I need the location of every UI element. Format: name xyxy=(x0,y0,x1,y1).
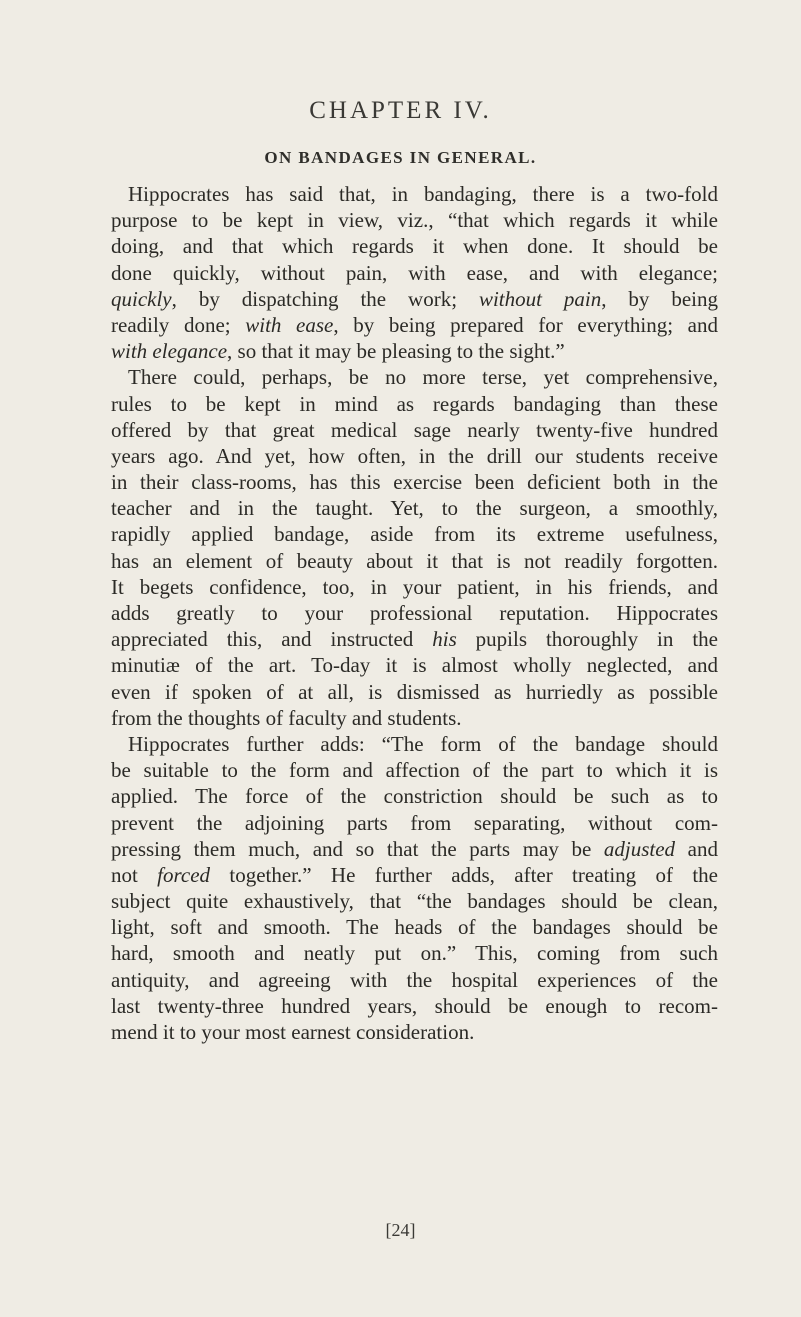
text-run: light, soft and smooth. The heads of the bandages should be xyxy=(111,915,718,940)
text-run: purpose to be kept in view, viz., “that which regards it while xyxy=(111,208,718,233)
text-line xyxy=(111,731,718,757)
text-line xyxy=(111,914,718,940)
text-line xyxy=(111,810,718,836)
text-run: It begets confidence, too, in your patient, in his friends, and xyxy=(111,574,718,599)
text-line xyxy=(111,836,718,862)
text-run: readily done; xyxy=(111,312,246,337)
text-line xyxy=(111,338,718,364)
text-run: adds greatly to your professional reputation. Hippocrates xyxy=(111,601,718,625)
text-run: Hippocrates has said that, in bandaging, there is a two-fold xyxy=(128,182,718,206)
text-run: , by being xyxy=(601,286,718,311)
text-run: doing, and that which regards it when done. It should be xyxy=(111,234,718,259)
text-line xyxy=(111,233,718,259)
italic-text: adjusted xyxy=(603,836,676,861)
text-line xyxy=(111,626,718,652)
text-line xyxy=(111,940,718,966)
text-line xyxy=(111,181,718,207)
text-run: even if spoken of at all, is dismissed as hurriedly as possible xyxy=(111,679,718,704)
text-run: , by being prepared for everything; and xyxy=(333,312,718,337)
text-line xyxy=(111,207,718,233)
text-run: appreciated this, and instructed xyxy=(111,627,433,652)
text-line xyxy=(111,1019,718,1045)
text-run: in their class-rooms, has this exercise been deficient both in the xyxy=(111,470,718,495)
text-line xyxy=(111,286,718,312)
section-title: ON BANDAGES IN GENERAL. xyxy=(264,148,537,167)
italic-text: forced xyxy=(157,862,211,887)
text-run: There could, perhaps, be no more terse, yet comprehensive, xyxy=(128,365,718,390)
text-run: rules to be kept in mind as regards bandaging than these xyxy=(111,391,718,416)
italic-text: his xyxy=(432,627,457,652)
text-line xyxy=(111,260,718,286)
text-run: , so that it may be pleasing to the sight.” xyxy=(227,339,565,364)
chapter-heading: CHAPTER IV. xyxy=(309,97,492,124)
text-line xyxy=(111,600,718,626)
text-run: applied. The force of the constriction should be such as to xyxy=(111,784,718,809)
text-run: rapidly applied bandage, aside from its extreme usefulness, xyxy=(111,522,718,547)
italic-text: without pain xyxy=(478,286,602,311)
text-line xyxy=(111,364,718,390)
body-text xyxy=(111,181,718,1045)
text-run: not xyxy=(111,862,158,887)
text-line xyxy=(111,417,718,443)
text-run: teacher and in the taught. Yet, to the surgeon, a smoothly, xyxy=(111,496,718,521)
text-line xyxy=(111,574,718,600)
text-run: from the thoughts of faculty and students. xyxy=(111,705,462,730)
text-line xyxy=(111,679,718,705)
text-run: done quickly, without pain, with ease, and with elegance; xyxy=(111,260,718,285)
text-line xyxy=(111,391,718,417)
text-line xyxy=(111,967,718,993)
text-run: prevent the adjoining parts from separating, without com- xyxy=(111,810,718,835)
text-line xyxy=(111,652,718,678)
text-run: mend it to your most earnest consideration. xyxy=(111,1020,475,1044)
text-run: subject quite exhaustively, that “the bandages should be clean, xyxy=(111,889,718,914)
text-run: antiquity, and agreeing with the hospital experiences of the xyxy=(111,967,718,992)
page-number: [24] xyxy=(385,1220,416,1240)
text-run: pupils thoroughly in the xyxy=(456,627,718,652)
text-run: Hippocrates further adds: “The form of the bandage should xyxy=(128,731,718,756)
text-line xyxy=(111,443,718,469)
text-line xyxy=(111,705,718,731)
text-line xyxy=(111,888,718,914)
text-line xyxy=(111,548,718,574)
italic-text: with elegance xyxy=(111,339,228,364)
text-line xyxy=(111,993,718,1019)
text-line xyxy=(111,469,718,495)
italic-text: with ease xyxy=(245,312,334,337)
text-line xyxy=(111,862,718,888)
text-run: offered by that great medical sage nearly twenty-five hundred xyxy=(111,417,718,442)
text-line xyxy=(111,783,718,809)
text-run: pressing them much, and so that the parts may be xyxy=(111,836,604,861)
text-run: minutiæ of the art. To-day it is almost wholly neglected, and xyxy=(111,653,718,678)
text-line xyxy=(111,757,718,783)
text-run: , by dispatching the work; xyxy=(171,286,479,311)
text-run: be suitable to the form and affection of the part to which it is xyxy=(111,758,718,783)
text-run: together.” He further adds, after treating of the xyxy=(210,862,718,887)
text-line xyxy=(111,312,718,338)
text-run: and xyxy=(675,836,718,861)
text-run: has an element of beauty about it that is not readily forgotten. xyxy=(111,548,718,573)
text-run: years ago. And yet, how often, in the drill our students receive xyxy=(111,443,718,468)
text-run: hard, smooth and neatly put on.” This, coming from such xyxy=(111,941,718,966)
text-line xyxy=(111,521,718,547)
text-run: last twenty-three hundred years, should be enough to recom- xyxy=(111,993,718,1018)
italic-text: quickly xyxy=(111,286,172,311)
text-line xyxy=(111,495,718,521)
